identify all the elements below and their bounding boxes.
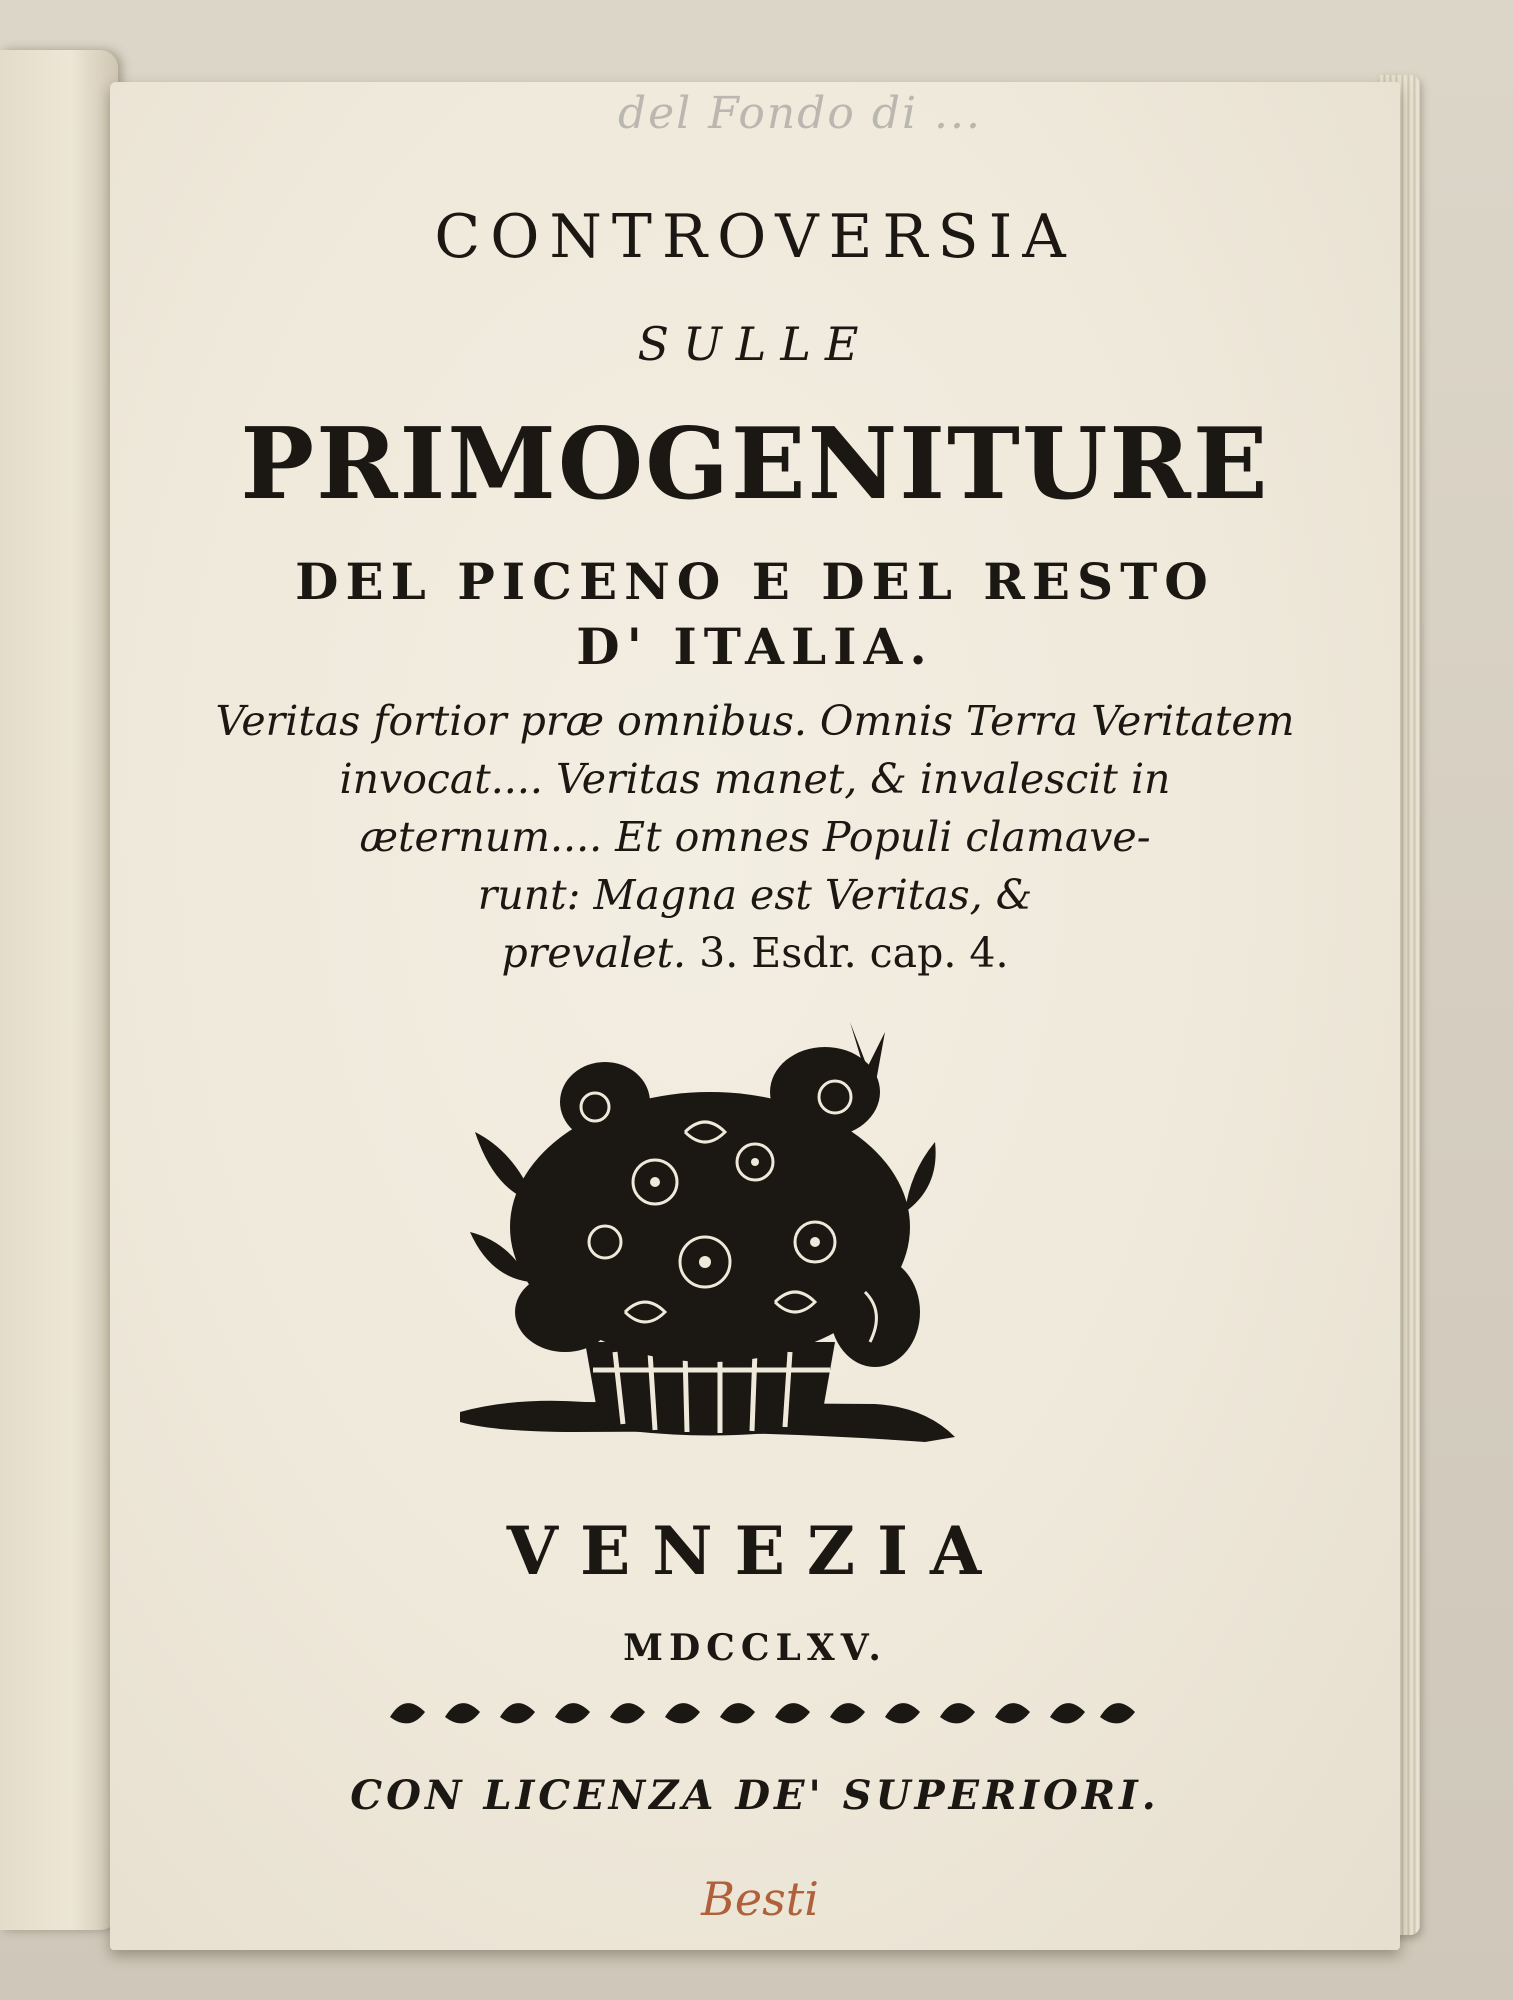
subtitle-line-2: D' ITALIA. (576, 617, 934, 676)
imprint-city: VENEZIA (506, 1512, 1004, 1590)
flower-basket-woodcut-icon (455, 1012, 975, 1482)
imprint-year: MDCCLXV. (623, 1627, 887, 1669)
handwritten-signature: Besti (701, 1872, 819, 1926)
title-line-2: SULLE (637, 317, 873, 371)
epigraph-line: invocat.... Veritas manet, & invalescit in (339, 755, 1171, 803)
epigraph-line: prevalet. (501, 929, 687, 977)
epigraph-reference: 3. Esdr. cap. 4. (699, 929, 1009, 977)
left-page-edge (0, 50, 118, 1930)
epigraph-line: Veritas fortior præ omnibus. Omnis Terra Veritatem (215, 697, 1295, 745)
main-title: PRIMOGENITURE (240, 407, 1270, 522)
epigraph (170, 692, 1340, 982)
title-page (110, 82, 1400, 1950)
epigraph-line: æternum.... Et omnes Populi clamave- (359, 813, 1151, 861)
epigraph-line: runt: Magna est Veritas, & (477, 871, 1033, 919)
fleuron-border-icon (380, 1687, 1140, 1737)
subtitle-line-1: DEL PICENO E DEL RESTO (295, 552, 1215, 611)
handwritten-ownership-note: del Fondo di ... (617, 88, 983, 139)
imprint-license: CON LICENZA DE' SUPERIORI. (350, 1772, 1160, 1819)
title-line-1: CONTROVERSIA (434, 202, 1076, 272)
epigraph-line-last (170, 924, 1340, 982)
